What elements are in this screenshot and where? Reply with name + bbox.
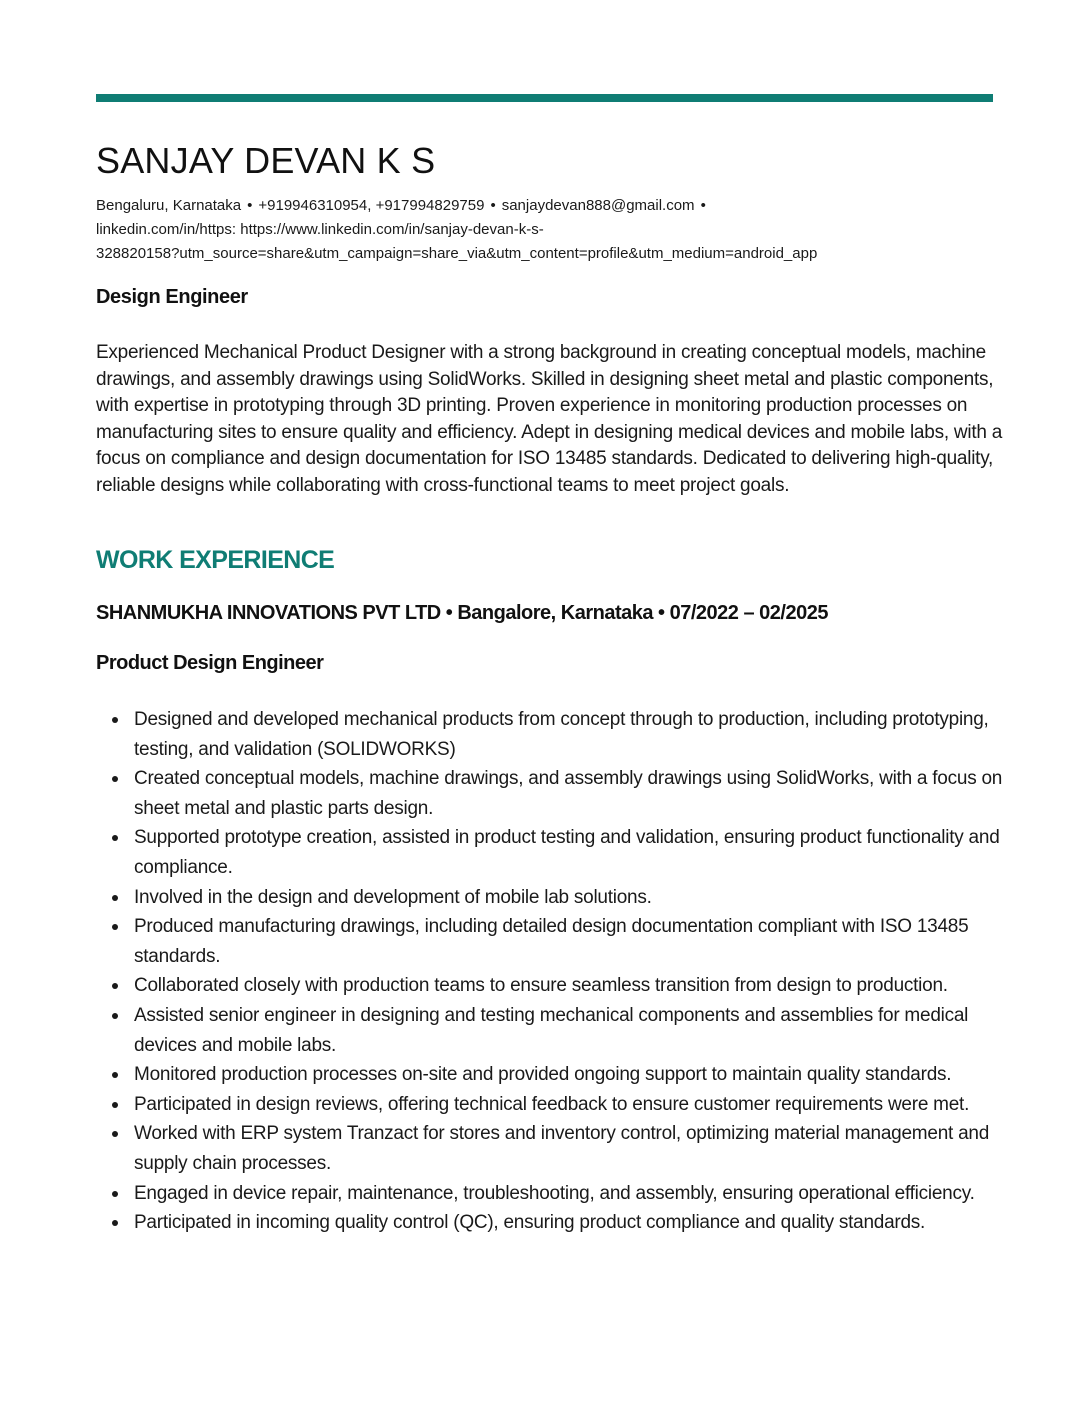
list-item-text: Participated in design reviews, offering technical feedback to ensure customer requirements were met.: [134, 1093, 970, 1115]
bullet-icon: [112, 1191, 118, 1197]
job-role-title: Product Design Engineer: [96, 652, 324, 674]
list-item-text: Produced manufacturing drawings, including detailed design documentation compliant with ISO 13485 standards.: [134, 916, 969, 967]
list-item-text: Participated in incoming quality control (QC), ensuring product compliance and quality standards.: [134, 1212, 926, 1234]
list-item: [96, 823, 1026, 882]
bullet-icon: [112, 1131, 118, 1137]
contact-linkedin-link-line1[interactable]: linkedin.com/in/https: https://www.linkedin.com/in/sanjay-devan-k-s-: [96, 221, 544, 238]
contact-separator: •: [490, 197, 496, 214]
list-item: [96, 1060, 1026, 1090]
professional-headline: Design Engineer: [96, 286, 248, 308]
list-item-text: Involved in the design and development of mobile lab solutions.: [134, 886, 652, 908]
bullet-icon: [112, 717, 118, 723]
bullet-icon: [112, 895, 118, 901]
list-item-text: Collaborated closely with production teams to ensure seamless transition from design to production.: [134, 975, 948, 997]
list-item: [96, 1179, 1026, 1209]
contact-separator: •: [247, 197, 253, 214]
bullet-icon: [112, 1102, 118, 1108]
list-item: [96, 883, 1026, 913]
list-item: [96, 705, 1026, 764]
contact-location: Bengaluru, Karnataka: [96, 197, 242, 214]
contact-info: [96, 194, 996, 266]
list-item-text: Created conceptual models, machine drawings, and assembly drawings using SolidWorks, with a focus on sheet metal and plastic parts design.: [134, 768, 1003, 819]
list-item: [96, 1090, 1026, 1120]
work-experience-heading: WORK EXPERIENCE: [96, 546, 335, 574]
list-item: [96, 1001, 1026, 1060]
list-item: [96, 971, 1026, 1001]
list-item: [96, 764, 1026, 823]
candidate-name: SANJAY DEVAN K S: [96, 140, 436, 181]
list-item-text: Designed and developed mechanical products from concept through to production, including prototyping, testing, and validation (SOLIDWORKS): [134, 709, 989, 760]
list-item-text: Monitored production processes on-site and provided ongoing support to maintain quality standards.: [134, 1064, 952, 1086]
contact-email-link[interactable]: sanjaydevan888@gmail.com: [501, 197, 695, 214]
list-item-text: Assisted senior engineer in designing and testing mechanical components and assemblies for medical devices and mobile labs.: [134, 1004, 969, 1056]
job-company-header: SHANMUKHA INNOVATIONS PVT LTD • Bangalore, Karnataka • 07/2022 – 02/2025: [96, 602, 828, 624]
list-item: [96, 1119, 1026, 1178]
job-responsibilities-list: [96, 705, 1026, 1238]
bullet-icon: [112, 924, 118, 930]
bullet-icon: [112, 1220, 118, 1226]
bullet-icon: [112, 1072, 118, 1078]
header-accent-rule: [96, 94, 993, 102]
list-item: [96, 1208, 1026, 1238]
professional-summary: Experienced Mechanical Product Designer with a strong background in creating conceptual models, machine drawings, and assembly drawings using SolidWorks. Skilled in designing sheet metal and plastic components, with expertise in prototyping through 3D printing. Proven experience in monitoring production processes on manufacturing sites to ensure quality and efficiency. Adept in designing medical devices and mobile labs, with a focus on compliance and design documentation for ISO 13485 standards. Dedicated to delivering high-quality, reliable designs while collaborating with cross-functional teams to meet project goals.: [96, 342, 1003, 496]
list-item-text: Worked with ERP system Tranzact for stores and inventory control, optimizing material management and supply chain processes.: [134, 1123, 990, 1174]
contact-separator: •: [700, 197, 706, 214]
bullet-icon: [112, 1013, 118, 1019]
list-item-text: Supported prototype creation, assisted in product testing and validation, ensuring product functionality and compliance.: [134, 827, 1000, 878]
contact-linkedin-link-line2[interactable]: 328820158?utm_source=share&utm_campaign=share_via&utm_content=profile&utm_medium=android_app: [96, 245, 818, 262]
bullet-icon: [112, 983, 118, 989]
bullet-icon: [112, 776, 118, 782]
bullet-icon: [112, 835, 118, 841]
list-item: [96, 912, 1026, 971]
list-item-text: Engaged in device repair, maintenance, troubleshooting, and assembly, ensuring operational efficiency.: [134, 1182, 975, 1204]
contact-phones: +919946310954, +917994829759: [258, 197, 485, 214]
